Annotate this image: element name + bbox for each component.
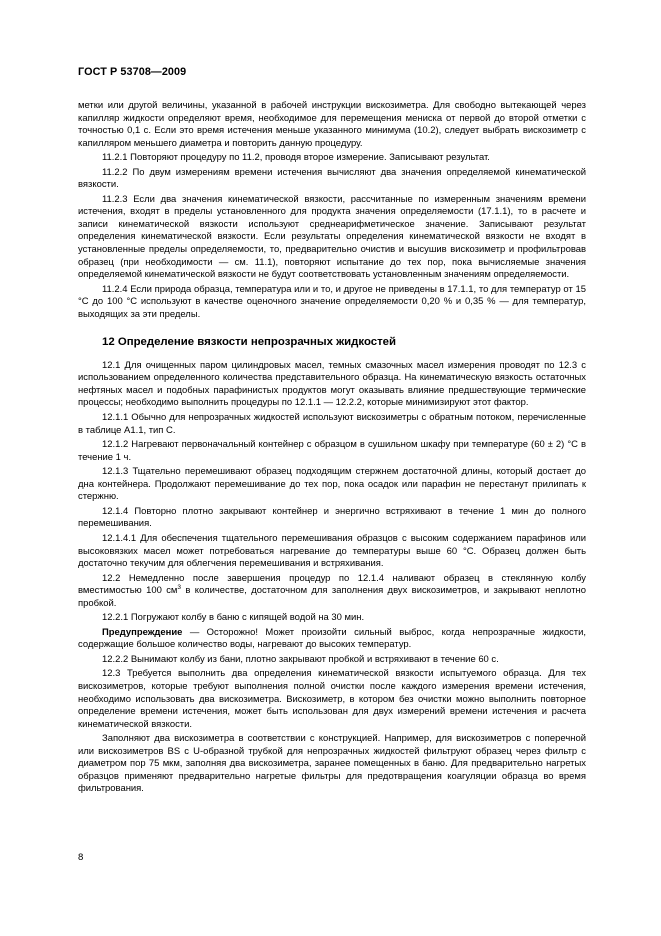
warning-label: Предупреждение <box>102 626 183 638</box>
paragraph-12-3: 12.3 Требуется выполнить два определения кинематической вязкости испытуемого образца. Для тех вискозиметров, которые требуют выполнения полной очистки после каждого измерения времени истечения, необходимо использовать два вискозиметра. Вискозиметр, в котором без очистки можно выполнить повторное определение времени истечения, может быть использован для двух измерений времени истечения и расчета кинематической вязкости. <box>78 668 586 730</box>
superscript-cubic: 3 <box>177 584 182 591</box>
document-header: ГОСТ Р 53708—2009 <box>78 66 187 78</box>
paragraph-12-2-2: 12.2.2 Вынимают колбу из бани, плотно закрывают пробкой и встряхивают в течение 60 с. <box>102 653 499 665</box>
paragraph-filling: Заполняют два вискозиметра в соответствии с конструкцией. Например, для вискозиметров с поперечной или вискозиметров BS с U-образной трубкой для непрозрачных жидкостей фильтруют образец через фильтр с диаметром пор 75 мкм, заполняя два вискозиметра, заранее помещенных в баню. Для предварительно нагретых образцов применяют предварительно нагретые фильтры для предотвращения коагуляции образца во время фильтрования. <box>78 733 586 795</box>
paragraph-11-2-4: 11.2.4 Если природа образца, температура или и то, и другое не приведены в 17.1.1, то для температур от 15 °С до 100 °С используют в качестве оценочного значение определяемости 0,20 % и 0,35 % — для температур, выходящих за эти пределы. <box>78 283 586 320</box>
paragraph-11-2-1: 11.2.1 Повторяют процедуру по 11.2, проводя второе измерение. Записывают результат. <box>102 152 490 164</box>
document-body <box>78 100 586 798</box>
page-number: 8 <box>78 852 84 863</box>
paragraph-12-1-4-1: 12.1.4.1 Для обеспечения тщательного перемешивания образцов с высоким содержанием парафинов или высоковязких масел может потребоваться нагревание до температуры выше 60 °С. Образец должен быть достаточно текучим для облегчения перемешивания и встряхивания. <box>78 532 586 570</box>
paragraph-12-2 <box>78 573 586 611</box>
warning-text: — Осторожно! Может произойти сильный выброс, когда непрозрачные жидкости, содержащие большое количество воды, нагревают до высоких температур. <box>78 626 586 651</box>
paragraph-continuation: метки или другой величины, указанной в рабочей инструкции вискозиметра. Для свободно вытекающей через капилляр жидкости определяют время, необходимое для перемещения мениска от первой до второй отметки с точностью 0,1 с. Если это время истечения меньше указанного минимума (10.2), следует выбрать вискозиметр с капилляром меньшего диаметра и повторить данную процедуру. <box>78 100 586 149</box>
paragraph-12-2-text-b: в количестве, достаточном для заполнения двух вискозиметров, и закрывают неплотно пробкой. <box>78 585 586 609</box>
paragraph-12-1-1: 12.1.1 Обычно для непрозрачных жидкостей используют вискозиметры с обратным потоком, перечисленные в таблице А1.1, тип С. <box>78 412 586 436</box>
paragraph-12-1: 12.1 Для очищенных паром цилиндровых масел, темных смазочных масел измерения проводят по 12.3 с использованием определенного количества представительного образца. На кинематическую вязкость остаточных нефтяных масел и подобных парафинистых продуктов могут оказывать влияние предшествующие термические процессы; необходимо выполнить процедуры по 12.1.1 — 12.2.2, которые минимизируют этот фактор. <box>78 359 586 409</box>
paragraph-11-2-3: 11.2.3 Если два значения кинематической вязкости, рассчитанные по измеренным значениям времени истечения, входят в пределы установленного для продукта значения определяемости (17.1.1), то в расчете и записи кинематической вязкости используют среднеарифметическое значение. Записывают результат определения кинематической вязкости. Если результаты определения кинематической вязкости не входят в установленные пределы определяемости, то, предварительно очистив и высушив вискозиметр и профильтровав образец (при необходимости — см. 11.1), повторяют испытание до тех пор, пока вычисляемые значения определяемой кинематической вязкости не будут соответствовать установленным значениям определяемости. <box>78 193 586 281</box>
warning-paragraph <box>78 627 586 652</box>
section-heading-12: 12 Определение вязкости непрозрачных жидкостей <box>102 336 397 349</box>
paragraph-12-1-4: 12.1.4 Повторно плотно закрывают контейнер и энергично встряхивают в течение 1 мин до полного перемешивания. <box>78 505 586 530</box>
paragraph-12-2-text-a: 12.2 Немедленно после завершения процедур по 12.1.4 наливают образец в стеклянную колбу вместимостью 100 см <box>78 572 586 597</box>
paragraph-11-2-2: 11.2.2 По двум измерениям времени истечения вычисляют два значения определяемой кинематической вязкости. <box>78 166 586 191</box>
paragraph-12-1-2: 12.1.2 Нагревают первоначальный контейнер с образцом в сушильном шкафу при температуре (60 ± 2) °С в течение 1 ч. <box>78 439 586 463</box>
paragraph-12-2-1: 12.2.1 Погружают колбу в баню с кипящей водой на 30 мин. <box>102 612 365 624</box>
paragraph-12-1-3: 12.1.3 Тщательно перемешивают образец подходящим стержнем достаточной длины, который достает до дна контейнера. Продолжают перемешивание до тех пор, пока осадок или парафин не перестанут прилипать к стержню. <box>78 466 586 503</box>
